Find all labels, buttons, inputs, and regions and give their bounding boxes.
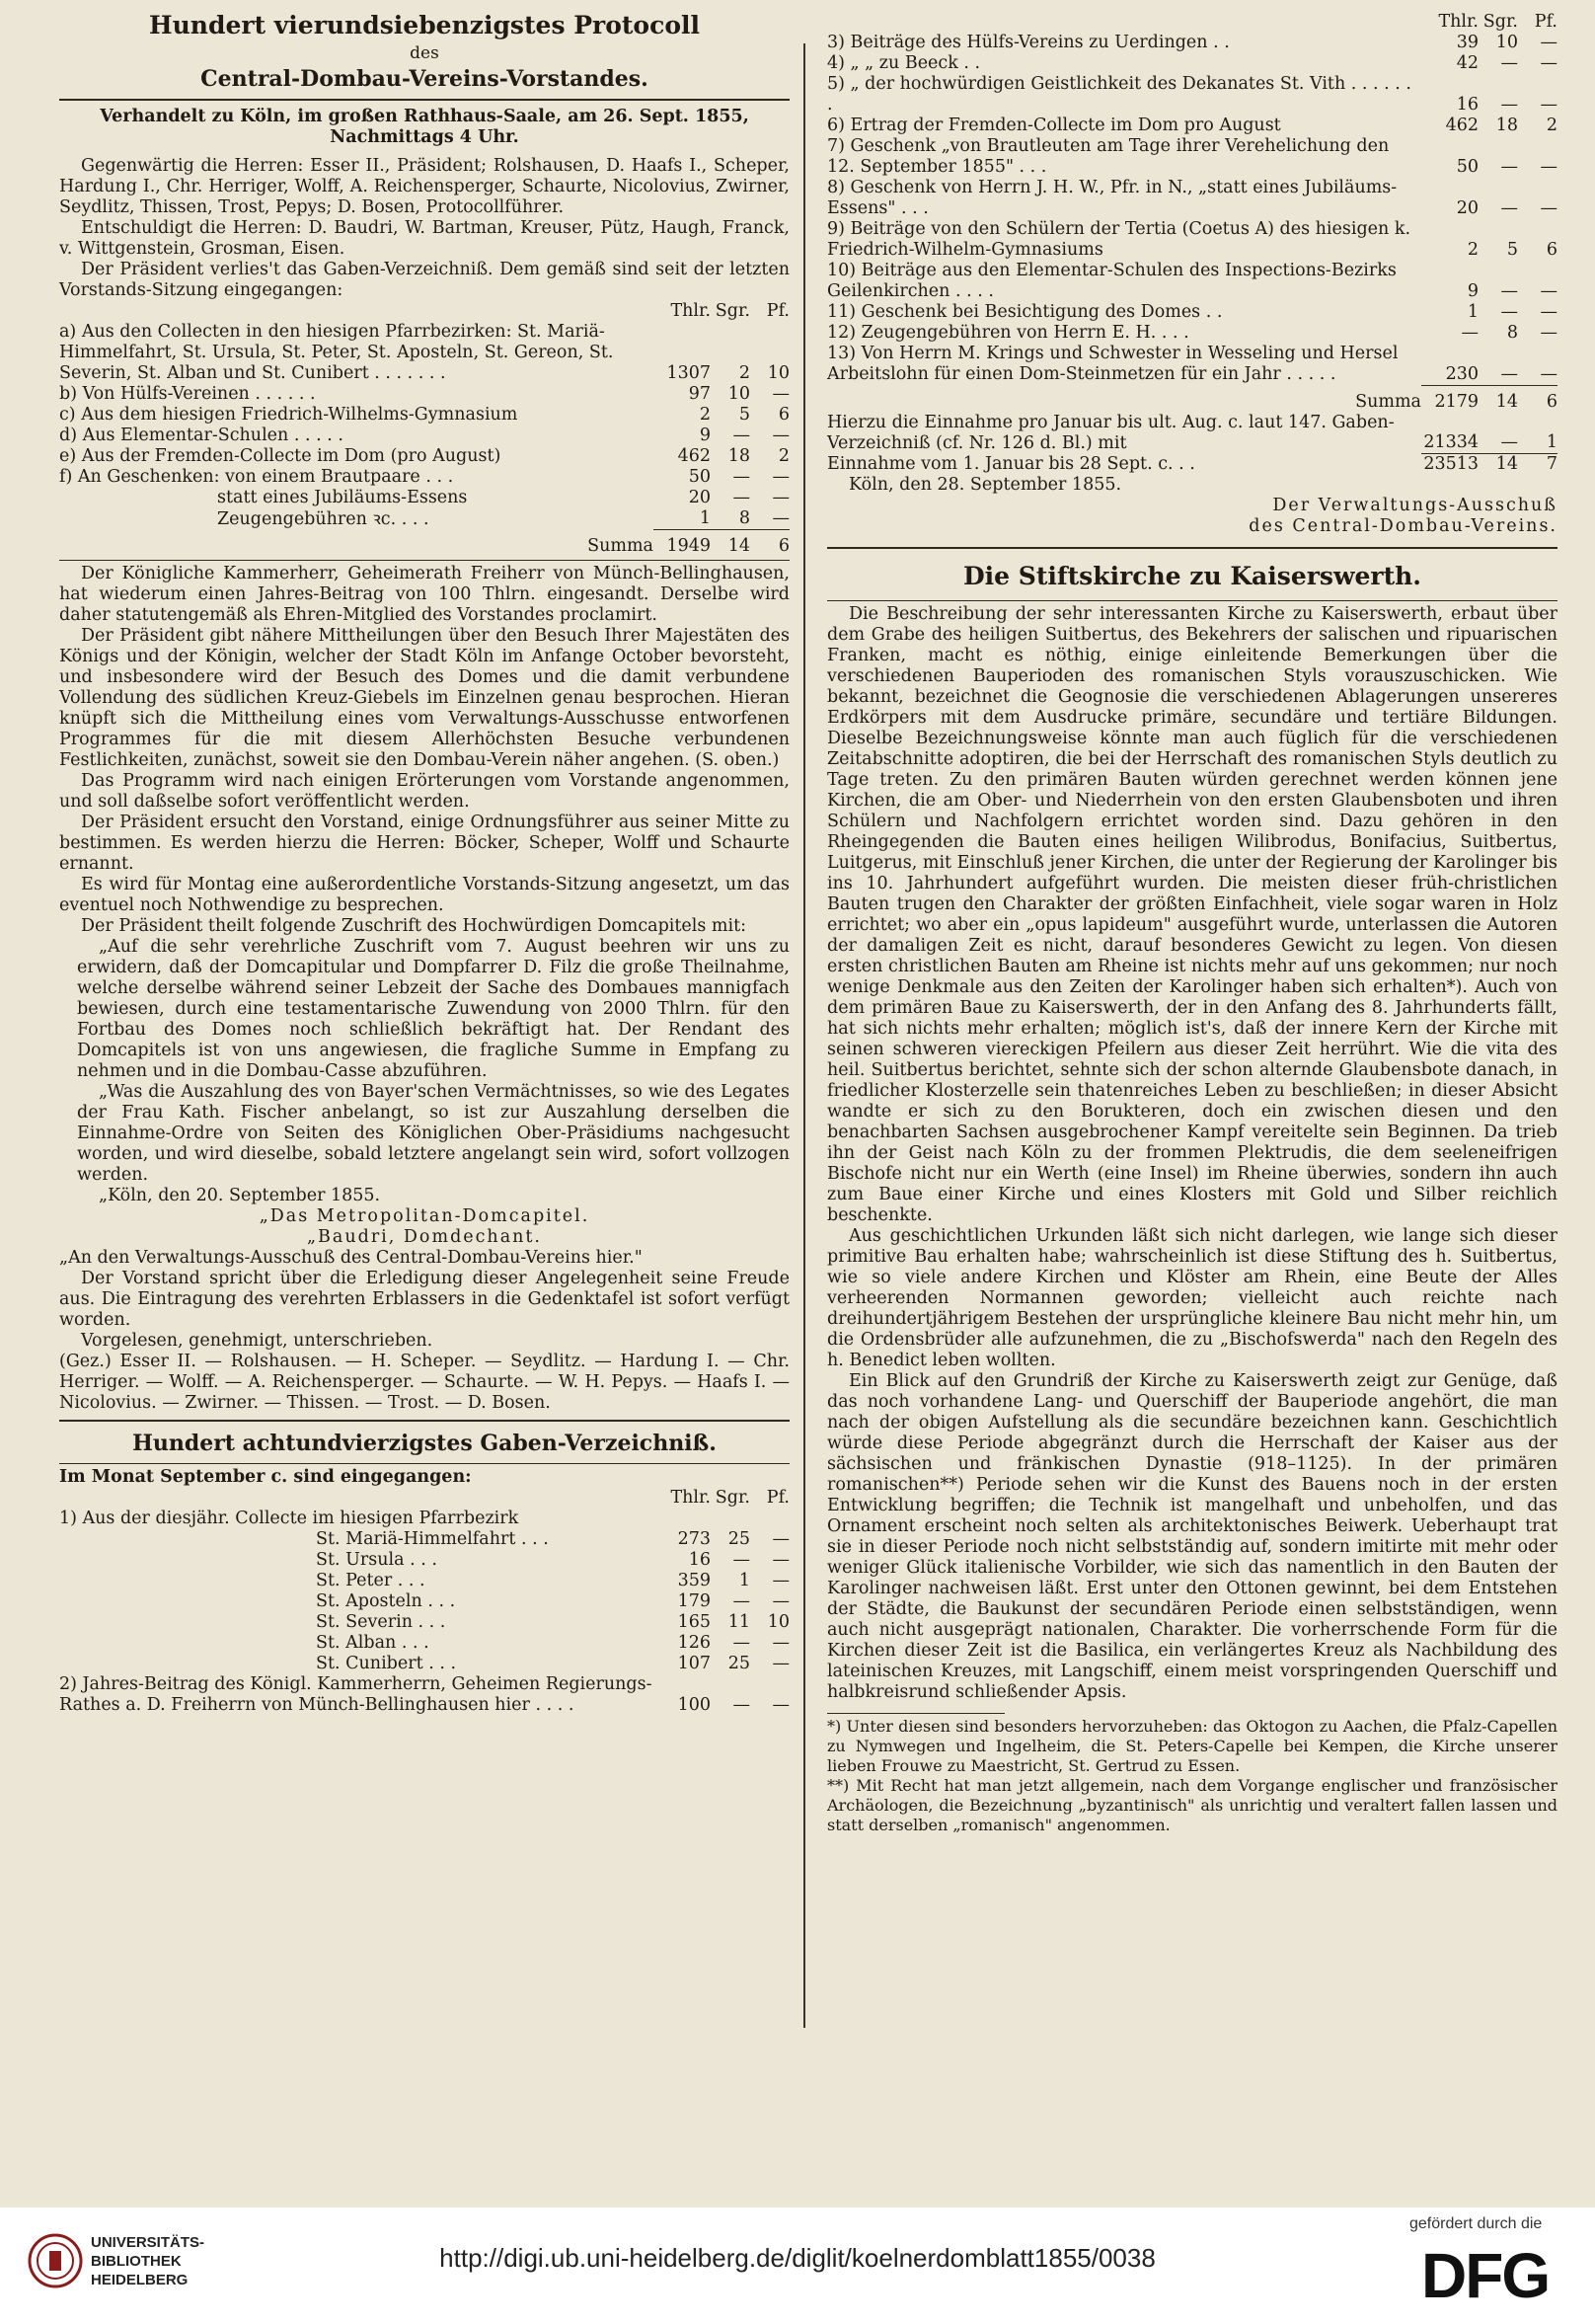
row-thlr: 50 [688, 467, 711, 487]
row-pf: — [1540, 33, 1557, 52]
total-row [827, 454, 1557, 476]
dfg-logo: DFG [1421, 2240, 1550, 2311]
row-thlr: 16 [688, 1550, 711, 1570]
row-thlr: 462 [1445, 116, 1479, 135]
table-row [827, 323, 1557, 344]
table-row [59, 1550, 790, 1571]
paragraph: Der Königliche Kammerherr, Geheimerath Freiherr von Münch-Bellinghausen, hat wiederum einen Jahres-Beitrag von 100 Thlrn. eingesandt. Derselbe wird daher statutengemäß als Ehren-Mitglied des Vorstandes proclamirt. [59, 564, 790, 625]
row-thlr: 2 [699, 405, 711, 425]
table-row [59, 467, 790, 488]
table-row [59, 1591, 790, 1612]
row-label: St. Peter . . . [316, 1571, 425, 1590]
quote-address: „An den Verwaltungs-Ausschuß des Central-Dombau-Vereins hier." [59, 1248, 643, 1268]
row-label: 9) Beiträge von den Schülern der Tertia (Coetus A) des hiesigen k. Friedrich-Wilhelm-Gymnasiums [827, 219, 1411, 260]
row-pf: 10 [767, 363, 790, 383]
row-label: 7) Geschenk „von Brautleuten am Tage ihrer Verehelichung den 12. September 1855" . . . [827, 136, 1390, 177]
row-pf: 2 [778, 446, 790, 466]
row-sgr: — [1500, 95, 1518, 115]
group-label: 1) Aus der diesjähr. Collecte im hiesigen Pfarrbezirk [59, 1509, 519, 1528]
row-label: statt eines Jubiläums-Essens [217, 488, 468, 507]
row-thlr: 50 [1456, 157, 1479, 177]
row-label: d) Aus Elementar-Schulen . . . . . [59, 426, 343, 445]
row-thlr: 39 [1456, 33, 1479, 52]
table-rule [59, 560, 790, 561]
title-rule [827, 600, 1557, 601]
donations-table-1 [59, 301, 790, 557]
row-sgr: — [1500, 198, 1518, 218]
committee-signature: Der Verwaltungs-Ausschuß [1272, 496, 1557, 515]
table-row [59, 1674, 790, 1716]
article-paragraph: Die Beschreibung der sehr interessanten Kirche zu Kaiserswerth, erbaut über dem Grabe des heiligen Suitbertus, des Bekehrers der salischen und ripuarischen Franken, macht es nöthig, einige einleitende Bemerkungen über die verschiedenen Bauperioden des romanischen Styls vorauszuschicken. Wie bekannt, bezeichnet die Geognosie die verschiedenen Ablagerungen unsereres Erdkörpers mit dem Ausdrucke primäre, secundäre und tertiäre Bildungen. Dieselbe Bezeichnungsweise könnte man auch füglich für die verschiedenen Zeitabschnitte adoptiren, die bei der Herrschaft des romanischen Styls deutlich zu Tage treten. Zu den primären Bauten würden gerechnet werden können jene Kirchen, die am Ober- und Niederrhein von den ersten Glaubensboten und ihren Schülern und Nachfolgern errichtet worden sind. Dazu gehören in den Rheingegenden die Bauten eines heiligen Wilibrodus, Bonifacius, Suitbertus, Luitgerus, mit Einschluß jener Kirchen, die unter der Regierung der Karolinger bis ins 10. Jahrhundert aufgeführt wurden. Die meisten dieser früh-christlichen Bauten trugen den Charakter der größten Einfachheit, viele sogar waren in Holz errichtet; wo aber ein „opus lapideum" ausgeführt wurde, unterlassen die Autoren der damaligen Zeit es nicht, darauf besonderes Gewicht zu legen. Von diesen ersten christlichen Bauten am Rheine ist nichts mehr auf uns gekommen; nur noch wenige Denkmale aus den Zeiten der Karolinger haben sich erhalten*). Auch von dem primären Baue zu Kaiserswerth, der in den Anfang des 8. Jahrhunderts fällt, hat sich nichts mehr erhalten; möglich ist's, daß der innere Kern der Kirche mit seinen schweren viereckigen Pfeilern aus dieser Zeit herrührt. Wie die vita des heil. Suitbertus berichtet, sehnte sich der schon alternde Glaubensbote danach, in friedlicher Klosterzelle sein thatenreiches Leben zu beschließen; in dieser Absicht wandte er sich zu den Borukteren, doch ein zwischen diesen und den benachbarten Sachsen ausgebrochener Kampf vereitelte sein Beginnen. Da trieb ihn der Geist nach Köln zu der frommen Plektrudis, die dem seeleneifrigen Bischofe nicht nur ein Werth (eine Insel) im Rheine überwies, sondern ihn auch zum Baue einer Kirche und eines Klosters mit Gold und Silber reichlich beschenkte. [827, 604, 1557, 1225]
row-label: 8) Geschenk von Herrn J. H. W., Pfr. in N., „statt eines Jubiläums-Essens" . . . [827, 178, 1398, 218]
footnote: *) Unter diesen sind besonders hervorzuheben: das Oktogon zu Aachen, die Pfalz-Capellen zu Nymwegen und Ingelheim, die St. Peters-Capelle bei Kempen, die Kirche unserer lieben Frouwe zu Maestricht, St. Gertrud zu Essen. [827, 1717, 1557, 1775]
sum-row [59, 530, 790, 558]
row-label: Zeugengebühren ꝛc. . . . [217, 508, 429, 529]
meta-line: Verhandelt zu Köln, im großen Rathhaus-Saale, am 26. Sept. 1855, [100, 107, 749, 126]
row-thlr: — [1461, 323, 1479, 343]
table-row [827, 136, 1557, 178]
row-sgr: — [732, 1633, 750, 1653]
header-thlr: Thlr. [1438, 12, 1479, 32]
row-sgr: 18 [1495, 116, 1518, 135]
protocol-title-des: des [410, 43, 439, 63]
logo-line: HEIDELBERG [91, 2272, 189, 2288]
row-pf: 6 [778, 405, 790, 425]
row-label: 3) Beiträge des Hülfs-Vereins zu Uerdingen . . [827, 33, 1230, 52]
row-label: St. Aposteln . . . [316, 1591, 456, 1611]
committee-signature: des Central-Dombau-Vereins. [1249, 516, 1557, 536]
carry-sgr: — [1500, 432, 1518, 452]
protocol-title: Hundert vierundsiebenzigstes Protocoll [149, 11, 700, 39]
quote-date: „Köln, den 20. September 1855. [99, 1186, 381, 1205]
header-thlr: Thlr. [670, 301, 711, 321]
table-row [59, 384, 790, 405]
row-pf: — [772, 1633, 790, 1653]
sum-sgr: 14 [711, 530, 750, 558]
gaben-title: Hundert achtundvierzigstes Gaben-Verzeichniß. [132, 1431, 717, 1456]
carry-row [827, 413, 1557, 454]
row-sgr: — [732, 467, 750, 487]
row-pf: — [772, 426, 790, 445]
sum-row [827, 385, 1557, 413]
table-header [827, 12, 1557, 33]
row-label: 10) Beiträge aus den Elementar-Schulen des Inspections-Bezirks Geilenkirchen . . . . [827, 261, 1397, 301]
date-line: Köln, den 28. September 1855. [849, 475, 1122, 495]
meta-time: Nachmittags 4 Uhr. [330, 127, 519, 147]
total-pf: 7 [1518, 454, 1557, 476]
row-sgr: — [1500, 302, 1518, 322]
row-sgr: 10 [727, 384, 750, 404]
row-pf: — [1540, 363, 1557, 384]
row-label: a) Aus den Collecten in den hiesigen Pfarrbezirken: St. Mariä-Himmelfahrt, St. Ursula, St. Peter, St. Aposteln, St. Gereon, St. Severin, St. Alban und St. Cunibert . . . . . . . [59, 322, 614, 383]
row-sgr: — [732, 1695, 750, 1715]
table-header [59, 1488, 790, 1509]
logo-line: UNIVERSITÄTS- [91, 2234, 205, 2251]
article-paragraph: Aus geschichtlichen Urkunden läßt sich nicht darlegen, wie lange sich dieser primitive Bau erhalten habe; wahrscheinlich ist diese Stiftung des h. Suitbertus, wie so viele andere Kirchen und Klöster am Rhein, eine Beute der Alles verheerenden Normannen geworden; vielleicht auch reichte nach dreihundertjährigem Bestehen der ursprüngliche kleinere Bau nicht mehr hin, um die Ordensbrüder alle aufzunehmen, die zu „Bischofswerda" nach den Regeln des h. Benedict leben wollten. [827, 1226, 1557, 1370]
row-sgr: 25 [727, 1654, 750, 1673]
header-sgr: Sgr. [715, 1488, 750, 1508]
row-pf: — [772, 488, 790, 507]
title-rule [59, 99, 790, 101]
table-row [59, 446, 790, 467]
quote-paragraph: „Auf die sehr verehrliche Zuschrift vom 7. August beehren wir uns zu erwidern, daß der Domcapitular und Dompfarrer D. Filz die große Theilnahme, welche derselbe während seiner Lebzeit der Sache des Dombaues mannigfach bewiesen, durch eine testamentarische Zuwendung von 2000 Thlrn. für den Fortbau des Domes noch schließlich bekräftigt hat. Der Rendant des Domcapitels ist von uns angewiesen, die fragliche Summe in Empfang zu nehmen und in die Dombau-Casse abzuführen. [77, 937, 790, 1081]
row-pf: — [772, 1591, 790, 1611]
paragraph: Der Vorstand spricht über die Erledigung dieser Angelegenheit seine Freude aus. Die Eintragung des verehrten Erblassers in die Gedenktafel ist sofort verfügt worden. [59, 1269, 790, 1330]
carry-thlr: 21334 [1423, 432, 1479, 452]
row-thlr: 179 [677, 1591, 711, 1611]
paragraph: Das Programm wird nach einigen Erörterungen vom Vorstande angenommen, und soll daßselbe sofort veröffentlicht werden. [59, 771, 790, 812]
row-pf: — [1540, 157, 1557, 177]
row-sgr: 5 [738, 405, 750, 425]
row-sgr: — [732, 1550, 750, 1570]
sum-thlr: 1949 [653, 530, 711, 558]
table-row [827, 261, 1557, 302]
present-paragraph: Gegenwärtig die Herren: Esser II., Präsident; Rolshausen, D. Haafs I., Scheper, Hardung I., Chr. Herriger, Wolff, A. Reichensperger, Schaurte, Nicolovius, Zwirner, Seydlitz, Thissen, Trost, Pepys; D. Bosen, Protocollführer. [59, 156, 790, 217]
total-thlr: 23513 [1421, 454, 1479, 476]
row-label: e) Aus der Fremden-Collecte im Dom (pro August) [59, 446, 501, 466]
footnote: **) Mit Recht hat man jetzt allgemein, nach dem Vorgange englischer und französischer Archäologen, die Bezeichnung „byzantinisch" als unrichtig und veraltert fallen lassen und statt derselben „romanisch" angenommen. [827, 1776, 1557, 1834]
header-pf: Pf. [1534, 12, 1557, 32]
row-thlr: 273 [677, 1529, 711, 1549]
table-row [59, 1612, 790, 1633]
row-thlr: 462 [677, 446, 711, 466]
row-pf: — [1540, 198, 1557, 218]
row-pf: — [772, 1571, 790, 1590]
row-label: St. Severin . . . [316, 1612, 446, 1632]
table-row [59, 405, 790, 426]
section-rule [59, 1420, 790, 1422]
row-pf: — [772, 1550, 790, 1570]
row-sgr: 5 [1506, 240, 1518, 260]
table-row [827, 74, 1557, 116]
row-sgr: 8 [1506, 323, 1518, 343]
row-thlr: 230 [1445, 363, 1479, 384]
table-intro: Im Monat September c. sind eingegangen: [59, 1467, 472, 1487]
table-row [827, 116, 1557, 136]
footnote-rule [827, 1713, 1005, 1714]
table-row [59, 488, 790, 508]
row-pf: — [772, 1529, 790, 1549]
paragraph: Der Präsident ersucht den Vorstand, einige Ordnungsführer aus seiner Mitte zu bestimmen. Es werden hierzu die Herren: Böcker, Scheper, Wolff und Schaurte ernannt. [59, 813, 790, 874]
row-thlr: 97 [688, 384, 711, 404]
table-row [827, 178, 1557, 219]
row-thlr: 359 [677, 1571, 711, 1590]
row-pf: — [1540, 53, 1557, 73]
carry-label: Hierzu die Einnahme pro Januar bis ult. Aug. c. laut 147. Gaben-Verzeichniß (cf. Nr. 126 d. Bl.) mit [827, 412, 1395, 453]
row-thlr: 1 [699, 508, 711, 528]
row-thlr: 9 [1467, 281, 1479, 301]
row-label: St. Cunibert . . . [316, 1654, 457, 1673]
row-thlr: 20 [688, 488, 711, 507]
table-row [827, 53, 1557, 74]
row-label: 5) „ der hochwürdigen Geistlichkeit des Dekanates St. Vith . . . . . . . [827, 74, 1411, 115]
table-row [827, 302, 1557, 323]
row-sgr: 10 [1495, 33, 1518, 52]
row-label: 2) Jahres-Beitrag des Königl. Kammerherrn, Geheimen Regierungs-Rathes a. D. Freiherrn von Münch-Bellinghausen hier . . . . [59, 1674, 652, 1715]
row-pf: 2 [1546, 116, 1557, 135]
row-label: 6) Ertrag der Fremden-Collecte im Dom pro August [827, 116, 1281, 135]
row-sgr: — [1500, 53, 1518, 73]
table-group [59, 1509, 790, 1529]
row-thlr: 16 [1456, 95, 1479, 115]
total-sgr: 14 [1479, 454, 1518, 476]
row-sgr: — [732, 1591, 750, 1611]
row-label: f) An Geschenken: von einem Brautpaare . . . [59, 467, 454, 487]
article-paragraph: Ein Blick auf den Grundriß der Kirche zu Kaiserswerth zeigt zur Genüge, daß das noch vorhandene Lang- und Querschiff der Bauperiode angehört, die man nach der obigen Aufstellung als die secundäre bezeichnen kann. Geschichtlich würde diese Periode abgegränzt durch die Herrschaft der Kaiser aus der sächsischen und fränkischen Dynastie (918–1125). In der primären romanischen**) Periode sehen wir die Kunst des Bauens noch in der ersten Entwicklung begriffen; die Technik ist mangelhaft und unbeholfen, und das Ornament erscheint noch selten als architektonisches Beiwerk. Ueberhaupt trat sie in dieser Periode noch nicht selbstständig auf, sondern imitirte mit mehr oder weniger Glück italienische Vorbilder, wie sich das namentlich in den Bauten der Karolinger nachweisen läßt. Erst unter den Ottonen gewinnt, bei dem Entstehen der Städte, die Baukunst der secundären Periode einen selbstständigen, wenn auch nicht ausgeprägt nationalen, Charakter. Die vorherrschende Form für die Kirchen dieser Zeit ist die Basilica, ein verlängertes Kreuz als Nachbildung des lateinischen Kreuzes, mit Langschiff, einem meist vorspringenden Querschiff und halbkreisrund schließender Apsis. [827, 1371, 1557, 1702]
row-thlr: 107 [677, 1654, 711, 1673]
row-thlr: 1 [1467, 302, 1479, 322]
header-sgr: Sgr. [1482, 12, 1518, 32]
table-row [827, 344, 1557, 385]
column-divider [803, 43, 805, 2028]
row-thlr: 100 [677, 1695, 711, 1715]
protocol-subtitle: Central-Dombau-Vereins-Vorstandes. [200, 66, 648, 92]
sum-label: Summa [587, 536, 653, 556]
row-pf: — [772, 1695, 790, 1715]
header-sgr: Sgr. [715, 301, 750, 321]
logo-line: BIBLIOTHEK [91, 2253, 182, 2270]
row-pf: — [1540, 323, 1557, 343]
total-label: Einnahme vom 1. Januar bis 28 Sept. c. . . [827, 454, 1195, 474]
excused-paragraph: Entschuldigt die Herren: D. Baudri, W. Bartman, Kreuser, Pütz, Haugh, Franck, v. Wittgenstein, Grosman, Eisen. [59, 218, 790, 259]
row-pf: — [772, 384, 790, 404]
table-row [59, 1633, 790, 1654]
quote-paragraph: „Was die Auszahlung des von Bayer'schen Vermächtnisses, so wie des Legates der Frau Kath. Fischer anbelangt, so ist zur Auszahlung derselben die Einnahme-Ordre von Seiten des Königlichen Ober-Präsidiums nachgesucht worden, und wird dieselbe, sobald letztere angelangt sein wird, sofort vollzogen werden. [77, 1082, 790, 1185]
row-thlr: 42 [1456, 53, 1479, 73]
table-row [59, 1529, 790, 1550]
row-thlr: 126 [677, 1633, 711, 1653]
row-pf: — [772, 1654, 790, 1673]
row-pf: — [1540, 302, 1557, 322]
header-pf: Pf. [766, 1488, 790, 1508]
paragraph: Der Präsident theilt folgende Zuschrift des Hochwürdigen Domcapitels mit: [81, 916, 747, 936]
carry-pf: 1 [1546, 432, 1557, 452]
row-pf: — [1540, 95, 1557, 115]
row-thlr: 9 [699, 426, 711, 445]
donations-table-2 [59, 1488, 790, 1716]
row-sgr: — [1500, 157, 1518, 177]
row-label: St. Mariä-Himmelfahrt . . . [316, 1529, 549, 1549]
right-column [827, 0, 1557, 1835]
table-row [827, 33, 1557, 53]
sum-label: Summa [1355, 391, 1421, 412]
quote-signature: „Das Metropolitan-Domcapitel. [259, 1206, 590, 1226]
signatures: (Gez.) Esser II. — Rolshausen. — H. Scheper. — Seydlitz. — Hardung I. — Chr. Herriger. — Wolff. — A. Reichensperger. — Schaurte. — W. H. Pepys. — Haafs I. — Nicolovius. — Zwirner. — Thissen. — Trost. — D. Bosen. [59, 1352, 790, 1413]
source-url-link[interactable]: http://digi.ub.uni-heidelberg.de/diglit/koelnerdomblatt1855/0038 [439, 2243, 1156, 2273]
row-label: b) Von Hülfs-Vereinen . . . . . . [59, 384, 316, 404]
table-row [59, 426, 790, 446]
quote-signature: „Baudri, Domdechant. [306, 1227, 542, 1247]
table-row [59, 508, 790, 530]
article-title: Die Stiftskirche zu Kaiserswerth. [962, 562, 1421, 590]
row-sgr: 11 [727, 1612, 750, 1632]
row-label: St. Ursula . . . [316, 1550, 437, 1570]
row-sgr: 1 [738, 1571, 750, 1590]
title-rule [59, 1463, 790, 1464]
paragraph: Es wird für Montag eine außerordentliche Vorstands-Sitzung angesetzt, um das eventuel noch Nothwendige zu besprechen. [59, 875, 790, 915]
row-label: 11) Geschenk bei Besichtigung des Domes . . [827, 302, 1223, 322]
left-column [59, 0, 790, 1716]
sum-sgr: 14 [1479, 385, 1518, 413]
footnotes [827, 1717, 1557, 1835]
row-label: c) Aus dem hiesigen Friedrich-Wilhelms-Gymnasium [59, 405, 518, 425]
row-pf: — [772, 508, 790, 528]
row-sgr: 2 [738, 363, 750, 383]
section-rule [827, 547, 1557, 549]
intro-paragraph: Der Präsident verlies't das Gaben-Verzeichniß. Dem gemäß sind seit der letzten Vorstands-Sitzung eingegangen: [59, 260, 790, 300]
row-sgr: — [732, 426, 750, 445]
row-sgr: 8 [738, 508, 750, 528]
donations-table-continued [827, 12, 1557, 475]
row-pf: 6 [1546, 240, 1557, 260]
row-pf: — [772, 467, 790, 487]
row-sgr: — [732, 488, 750, 507]
row-thlr: 20 [1456, 198, 1479, 218]
row-label: St. Alban . . . [316, 1633, 429, 1653]
header-pf: Pf. [766, 301, 790, 321]
table-header [59, 301, 790, 322]
header-thlr: Thlr. [670, 1488, 711, 1508]
row-thlr: 1307 [666, 363, 711, 383]
row-pf: 10 [767, 1612, 790, 1632]
sum-pf: 6 [1518, 385, 1557, 413]
table-row [59, 322, 790, 384]
row-label: 12) Zeugengebühren von Herrn E. H. . . . [827, 323, 1189, 343]
sum-thlr: 2179 [1421, 385, 1479, 413]
row-pf: — [1540, 281, 1557, 301]
row-sgr: — [1500, 363, 1518, 384]
read-line: Vorgelesen, genehmigt, unterschrieben. [81, 1331, 433, 1351]
sum-pf: 6 [750, 530, 790, 558]
row-thlr: 2 [1467, 240, 1479, 260]
row-thlr: 165 [677, 1612, 711, 1632]
row-sgr: 25 [727, 1529, 750, 1549]
row-label: 4) „ „ zu Beeck . . [827, 53, 981, 73]
table-row [59, 1571, 790, 1591]
row-sgr: — [1500, 281, 1518, 301]
table-row [59, 1654, 790, 1674]
funded-by-text: gefördert durch die [1409, 2215, 1543, 2232]
row-label: 13) Von Herrn M. Krings und Schwester in Wesseling und Hersel Arbeitslohn für einen Dom-Steinmetzen für ein Jahr . . . . . [827, 344, 1399, 384]
row-sgr: 18 [727, 446, 750, 466]
paragraph: Der Präsident gibt nähere Mittheilungen über den Besuch Ihrer Majestäten des Königs und der Königin, welcher der Stadt Köln im Anfange October bevorsteht, und insbesondere wird der Besuch des Domes und die damit verbundene Vollendung des südlichen Kreuz-Giebels im Einzelnen genau besprochen. Hieran knüpft sich die Mittheilung eines vom Verwaltungs-Ausschusse entworfenen Programmes für die mit diesem Allerhöchsten Besuche verbundenen Festlichkeiten, zunächst, soweit sie den Dombau-Verein näher angehen. (S. oben.) [59, 626, 790, 770]
table-row [827, 219, 1557, 261]
